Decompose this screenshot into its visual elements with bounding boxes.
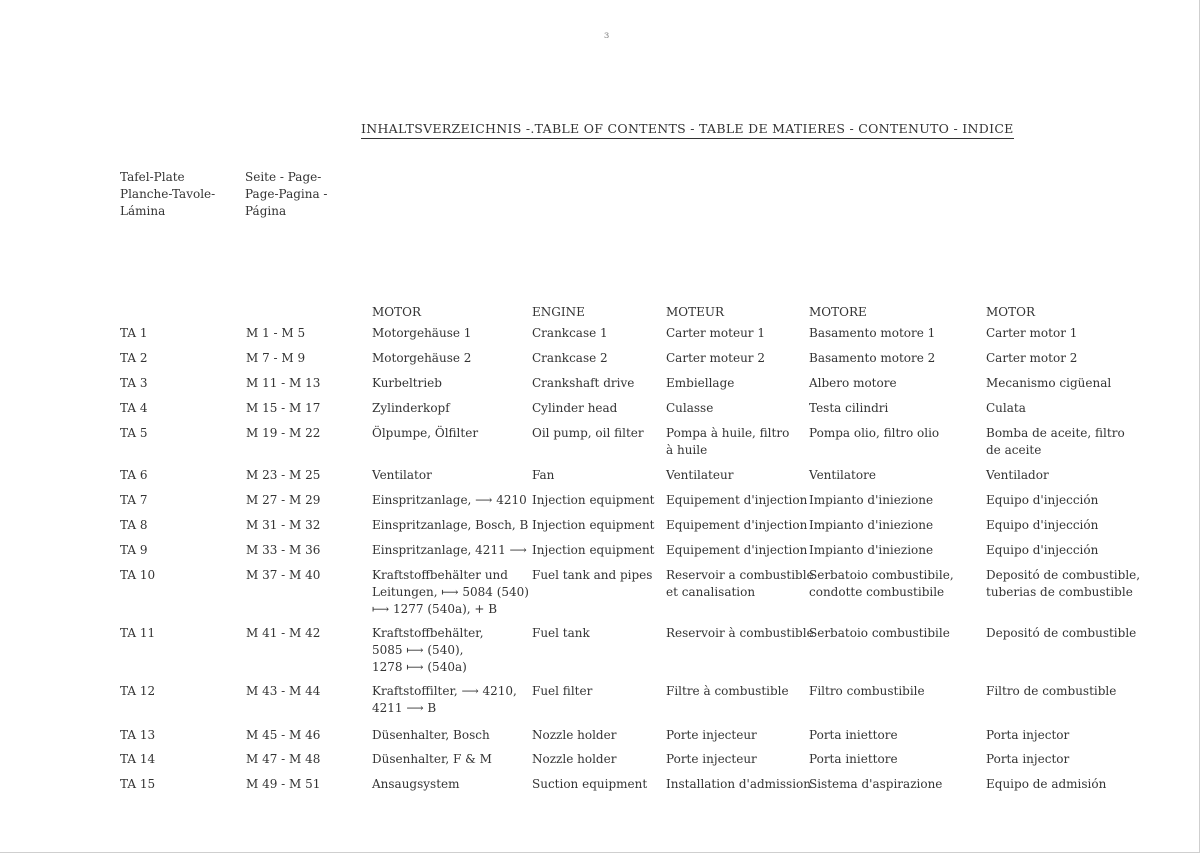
plate-header-line: Lámina	[120, 204, 166, 218]
italian-title	[809, 625, 950, 642]
page-range: M 47 - M 48	[246, 752, 321, 766]
plate-number: TA 11	[120, 626, 156, 640]
spanish-title	[986, 492, 1098, 509]
scan-speck: ɜ	[604, 30, 610, 41]
french-title	[666, 625, 814, 642]
french-title	[666, 751, 757, 768]
english-title-line: Suction equipment	[532, 777, 648, 791]
french-title	[666, 325, 765, 342]
language-header-english: ENGINE	[532, 305, 585, 319]
german-title	[372, 375, 442, 392]
italian-title-line: Serbatoio combustibile,	[809, 568, 954, 582]
italian-title	[809, 776, 942, 793]
spanish-title-line: Equipo d'injección	[986, 493, 1099, 507]
spanish-title	[986, 325, 1077, 342]
german-title	[372, 425, 478, 442]
english-title	[532, 492, 655, 509]
german-title-line: Leitungen, ⟼ 5084 (540)	[372, 585, 529, 599]
german-title-line: Zylinderkopf	[372, 401, 450, 415]
german-title-line: ⟼ 1277 (540a), + B	[372, 602, 498, 616]
french-title	[666, 400, 713, 417]
english-title-line: Fan	[532, 468, 555, 482]
french-title-line: à huile	[666, 443, 708, 457]
french-title	[666, 727, 757, 744]
french-title	[666, 683, 789, 700]
spanish-title	[986, 542, 1098, 559]
spanish-title	[986, 517, 1098, 534]
page-range: M 49 - M 51	[246, 777, 321, 791]
french-title	[666, 350, 765, 367]
italian-title-line: Impianto d'iniezione	[809, 518, 934, 532]
spanish-title	[986, 751, 1069, 768]
english-title	[532, 751, 616, 768]
german-title	[372, 492, 527, 509]
spanish-title	[986, 625, 1136, 642]
english-title-line: Cylinder head	[532, 401, 618, 415]
french-title	[666, 542, 807, 559]
french-title	[666, 776, 811, 793]
french-title-line: Installation d'admission	[666, 777, 812, 791]
german-title	[372, 400, 450, 417]
italian-title-line: condotte combustibile	[809, 585, 945, 599]
french-title	[666, 492, 807, 509]
french-title	[666, 517, 807, 534]
spanish-title-line: Bomba de aceite, filtro	[986, 426, 1125, 440]
french-title	[666, 567, 814, 601]
italian-title-line: Albero motore	[809, 376, 897, 390]
french-title-line: Embiellage	[666, 376, 735, 390]
italian-title	[809, 492, 933, 509]
french-title	[666, 375, 734, 392]
german-title-line: 4211 ⟶ B	[372, 701, 437, 715]
spanish-title	[986, 776, 1106, 793]
german-title	[372, 567, 529, 618]
english-title	[532, 400, 617, 417]
french-title-line: Equipement d'injection	[666, 543, 808, 557]
english-title-line: Injection equipment	[532, 493, 655, 507]
german-title-line: 5085 ⟼ (540),	[372, 643, 464, 657]
italian-title-line: Porta iniettore	[809, 728, 898, 742]
page-range: M 45 - M 46	[246, 728, 321, 742]
french-title-line: Filtre à combustible	[666, 684, 789, 698]
french-title-line: Ventilateur	[666, 468, 734, 482]
plate-number: TA 4	[120, 401, 148, 415]
page-range: M 11 - M 13	[246, 376, 321, 390]
french-title	[666, 467, 733, 484]
french-title-line: Culasse	[666, 401, 714, 415]
plate-number: TA 5	[120, 426, 148, 440]
italian-title	[809, 325, 935, 342]
italian-title-line: Impianto d'iniezione	[809, 543, 934, 557]
spanish-title-line: Equipo d'injección	[986, 543, 1099, 557]
english-title-line: Injection equipment	[532, 543, 655, 557]
french-title-line: et canalisation	[666, 585, 756, 599]
italian-title	[809, 727, 898, 744]
french-title-line: Porte injecteur	[666, 752, 757, 766]
italian-title-line: Ventilatore	[809, 468, 876, 482]
italian-title-line: Filtro combustibile	[809, 684, 925, 698]
spanish-title-line: tuberias de combustible	[986, 585, 1133, 599]
italian-title	[809, 425, 939, 442]
spanish-title-line: Depositó de combustible,	[986, 568, 1141, 582]
plate-number: TA 7	[120, 493, 148, 507]
german-title	[372, 517, 528, 534]
german-title-line: 1278 ⟼ (540a)	[372, 660, 467, 674]
german-title-line: Düsenhalter, Bosch	[372, 728, 490, 742]
french-title-line: Pompa à huile, filtro	[666, 426, 790, 440]
english-title-line: Nozzle holder	[532, 752, 617, 766]
english-title-line: Crankcase 1	[532, 326, 608, 340]
german-title-line: Düsenhalter, F & M	[372, 752, 492, 766]
italian-title	[809, 567, 954, 601]
german-title-line: Kraftstoffbehälter,	[372, 626, 484, 640]
german-title-line: Einspritzanlage, 4211 ⟶	[372, 543, 527, 557]
spanish-title	[986, 375, 1111, 392]
page-range: M 41 - M 42	[246, 626, 321, 640]
language-header-italian: MOTORE	[809, 305, 867, 319]
german-title-line: Ventilator	[372, 468, 432, 482]
page-header-line: Seite - Page-	[245, 170, 322, 184]
page-range: M 15 - M 17	[246, 401, 321, 415]
english-title-line: Oil pump, oil filter	[532, 426, 644, 440]
german-title-line: Ansaugsystem	[372, 777, 460, 791]
italian-title	[809, 350, 935, 367]
german-title	[372, 751, 492, 768]
italian-title-line: Sistema d'aspirazione	[809, 777, 943, 791]
french-title-line: Equipement d'injection	[666, 493, 808, 507]
german-title-line: Motorgehäuse 2	[372, 351, 472, 365]
english-title	[532, 776, 647, 793]
italian-title	[809, 375, 897, 392]
german-title	[372, 625, 484, 676]
spanish-title-line: Culata	[986, 401, 1026, 415]
page-range: M 7 - M 9	[246, 351, 306, 365]
english-title-line: Crankshaft drive	[532, 376, 635, 390]
page-column-header	[245, 169, 328, 220]
german-title-line: Kraftstoffbehälter und	[372, 568, 508, 582]
language-header-german: MOTOR	[372, 305, 422, 319]
plate-number: TA 10	[120, 568, 156, 582]
spanish-title	[986, 727, 1069, 744]
plate-number: TA 14	[120, 752, 156, 766]
page-range: M 33 - M 36	[246, 543, 321, 557]
german-title-line: Einspritzanlage, Bosch, B	[372, 518, 529, 532]
german-title	[372, 325, 471, 342]
plate-number: TA 15	[120, 777, 156, 791]
english-title	[532, 325, 608, 342]
english-title	[532, 542, 655, 559]
french-title-line: Equipement d'injection	[666, 518, 808, 532]
spanish-title-line: Equipo de admisión	[986, 777, 1107, 791]
english-title-line: Injection equipment	[532, 518, 655, 532]
italian-title-line: Pompa olio, filtro olio	[809, 426, 940, 440]
german-title-line: Motorgehäuse 1	[372, 326, 472, 340]
italian-title-line: Impianto d'iniezione	[809, 493, 934, 507]
page-title: INHALTSVERZEICHNIS -.TABLE OF CONTENTS - TABLE DE MATIERES - CONTENUTO - INDICE	[361, 121, 1014, 139]
plate-number: TA 6	[120, 468, 148, 482]
spanish-title-line: Porta injector	[986, 752, 1070, 766]
plate-number: TA 9	[120, 543, 148, 557]
spanish-title-line: de aceite	[986, 443, 1042, 457]
spanish-title	[986, 683, 1116, 700]
english-title	[532, 350, 608, 367]
plate-number: TA 8	[120, 518, 148, 532]
english-title	[532, 625, 590, 642]
spanish-title	[986, 425, 1125, 459]
french-title-line: Reservoir a combustible	[666, 568, 814, 582]
italian-title-line: Porta iniettore	[809, 752, 898, 766]
italian-title	[809, 542, 933, 559]
english-title	[532, 683, 592, 700]
english-title	[532, 727, 616, 744]
page-range: M 43 - M 44	[246, 684, 321, 698]
english-title	[532, 567, 652, 584]
english-title	[532, 467, 554, 484]
spanish-title	[986, 350, 1077, 367]
french-title-line: Reservoir à combustible	[666, 626, 814, 640]
page-range: M 19 - M 22	[246, 426, 321, 440]
english-title	[532, 425, 644, 442]
german-title-line: Kraftstoffilter, ⟶ 4210,	[372, 684, 517, 698]
plate-number: TA 13	[120, 728, 156, 742]
page-range: M 1 - M 5	[246, 326, 306, 340]
german-title	[372, 350, 471, 367]
italian-title	[809, 400, 888, 417]
english-title	[532, 517, 655, 534]
spanish-title	[986, 567, 1140, 601]
french-title	[666, 425, 789, 459]
spanish-title-line: Porta injector	[986, 728, 1070, 742]
italian-title	[809, 517, 933, 534]
english-title-line: Fuel filter	[532, 684, 593, 698]
spanish-title	[986, 400, 1026, 417]
german-title-line: Einspritzanlage, ⟶ 4210	[372, 493, 527, 507]
plate-number: TA 12	[120, 684, 156, 698]
spanish-title-line: Equipo d'injección	[986, 518, 1099, 532]
spanish-title	[986, 467, 1049, 484]
page-range: M 23 - M 25	[246, 468, 321, 482]
english-title-line: Fuel tank	[532, 626, 590, 640]
language-header-spanish: MOTOR	[986, 305, 1036, 319]
plate-header-line: Planche-Tavole-	[120, 187, 216, 201]
german-title	[372, 727, 490, 744]
german-title	[372, 467, 432, 484]
german-title	[372, 542, 527, 559]
italian-title	[809, 467, 876, 484]
english-title-line: Nozzle holder	[532, 728, 617, 742]
italian-title-line: Basamento motore 2	[809, 351, 936, 365]
plate-number: TA 1	[120, 326, 148, 340]
page-range: M 37 - M 40	[246, 568, 321, 582]
plate-column-header	[120, 169, 215, 220]
plate-number: TA 2	[120, 351, 148, 365]
english-title-line: Crankcase 2	[532, 351, 608, 365]
italian-title	[809, 751, 898, 768]
spanish-title-line: Depositó de combustible	[986, 626, 1137, 640]
french-title-line: Carter moteur 2	[666, 351, 765, 365]
french-title-line: Porte injecteur	[666, 728, 757, 742]
spanish-title-line: Ventilador	[986, 468, 1049, 482]
english-title	[532, 375, 634, 392]
german-title	[372, 683, 517, 717]
spanish-title-line: Filtro de combustible	[986, 684, 1117, 698]
italian-title	[809, 683, 925, 700]
french-title-line: Carter moteur 1	[666, 326, 765, 340]
plate-number: TA 3	[120, 376, 148, 390]
spanish-title-line: Carter motor 2	[986, 351, 1078, 365]
page-range: M 31 - M 32	[246, 518, 321, 532]
spanish-title-line: Carter motor 1	[986, 326, 1078, 340]
italian-title-line: Basamento motore 1	[809, 326, 936, 340]
language-header-french: MOTEUR	[666, 305, 725, 319]
plate-header-line: Tafel-Plate	[120, 170, 185, 184]
spanish-title-line: Mecanismo cigüenal	[986, 376, 1112, 390]
italian-title-line: Testa cilindri	[809, 401, 889, 415]
german-title	[372, 776, 460, 793]
german-title-line: Kurbeltrieb	[372, 376, 442, 390]
italian-title-line: Serbatoio combustibile	[809, 626, 950, 640]
english-title-line: Fuel tank and pipes	[532, 568, 653, 582]
page-header-line: Página	[245, 204, 287, 218]
page-header-line: Page-Pagina -	[245, 187, 328, 201]
page-range: M 27 - M 29	[246, 493, 321, 507]
german-title-line: Ölpumpe, Ölfilter	[372, 426, 479, 440]
